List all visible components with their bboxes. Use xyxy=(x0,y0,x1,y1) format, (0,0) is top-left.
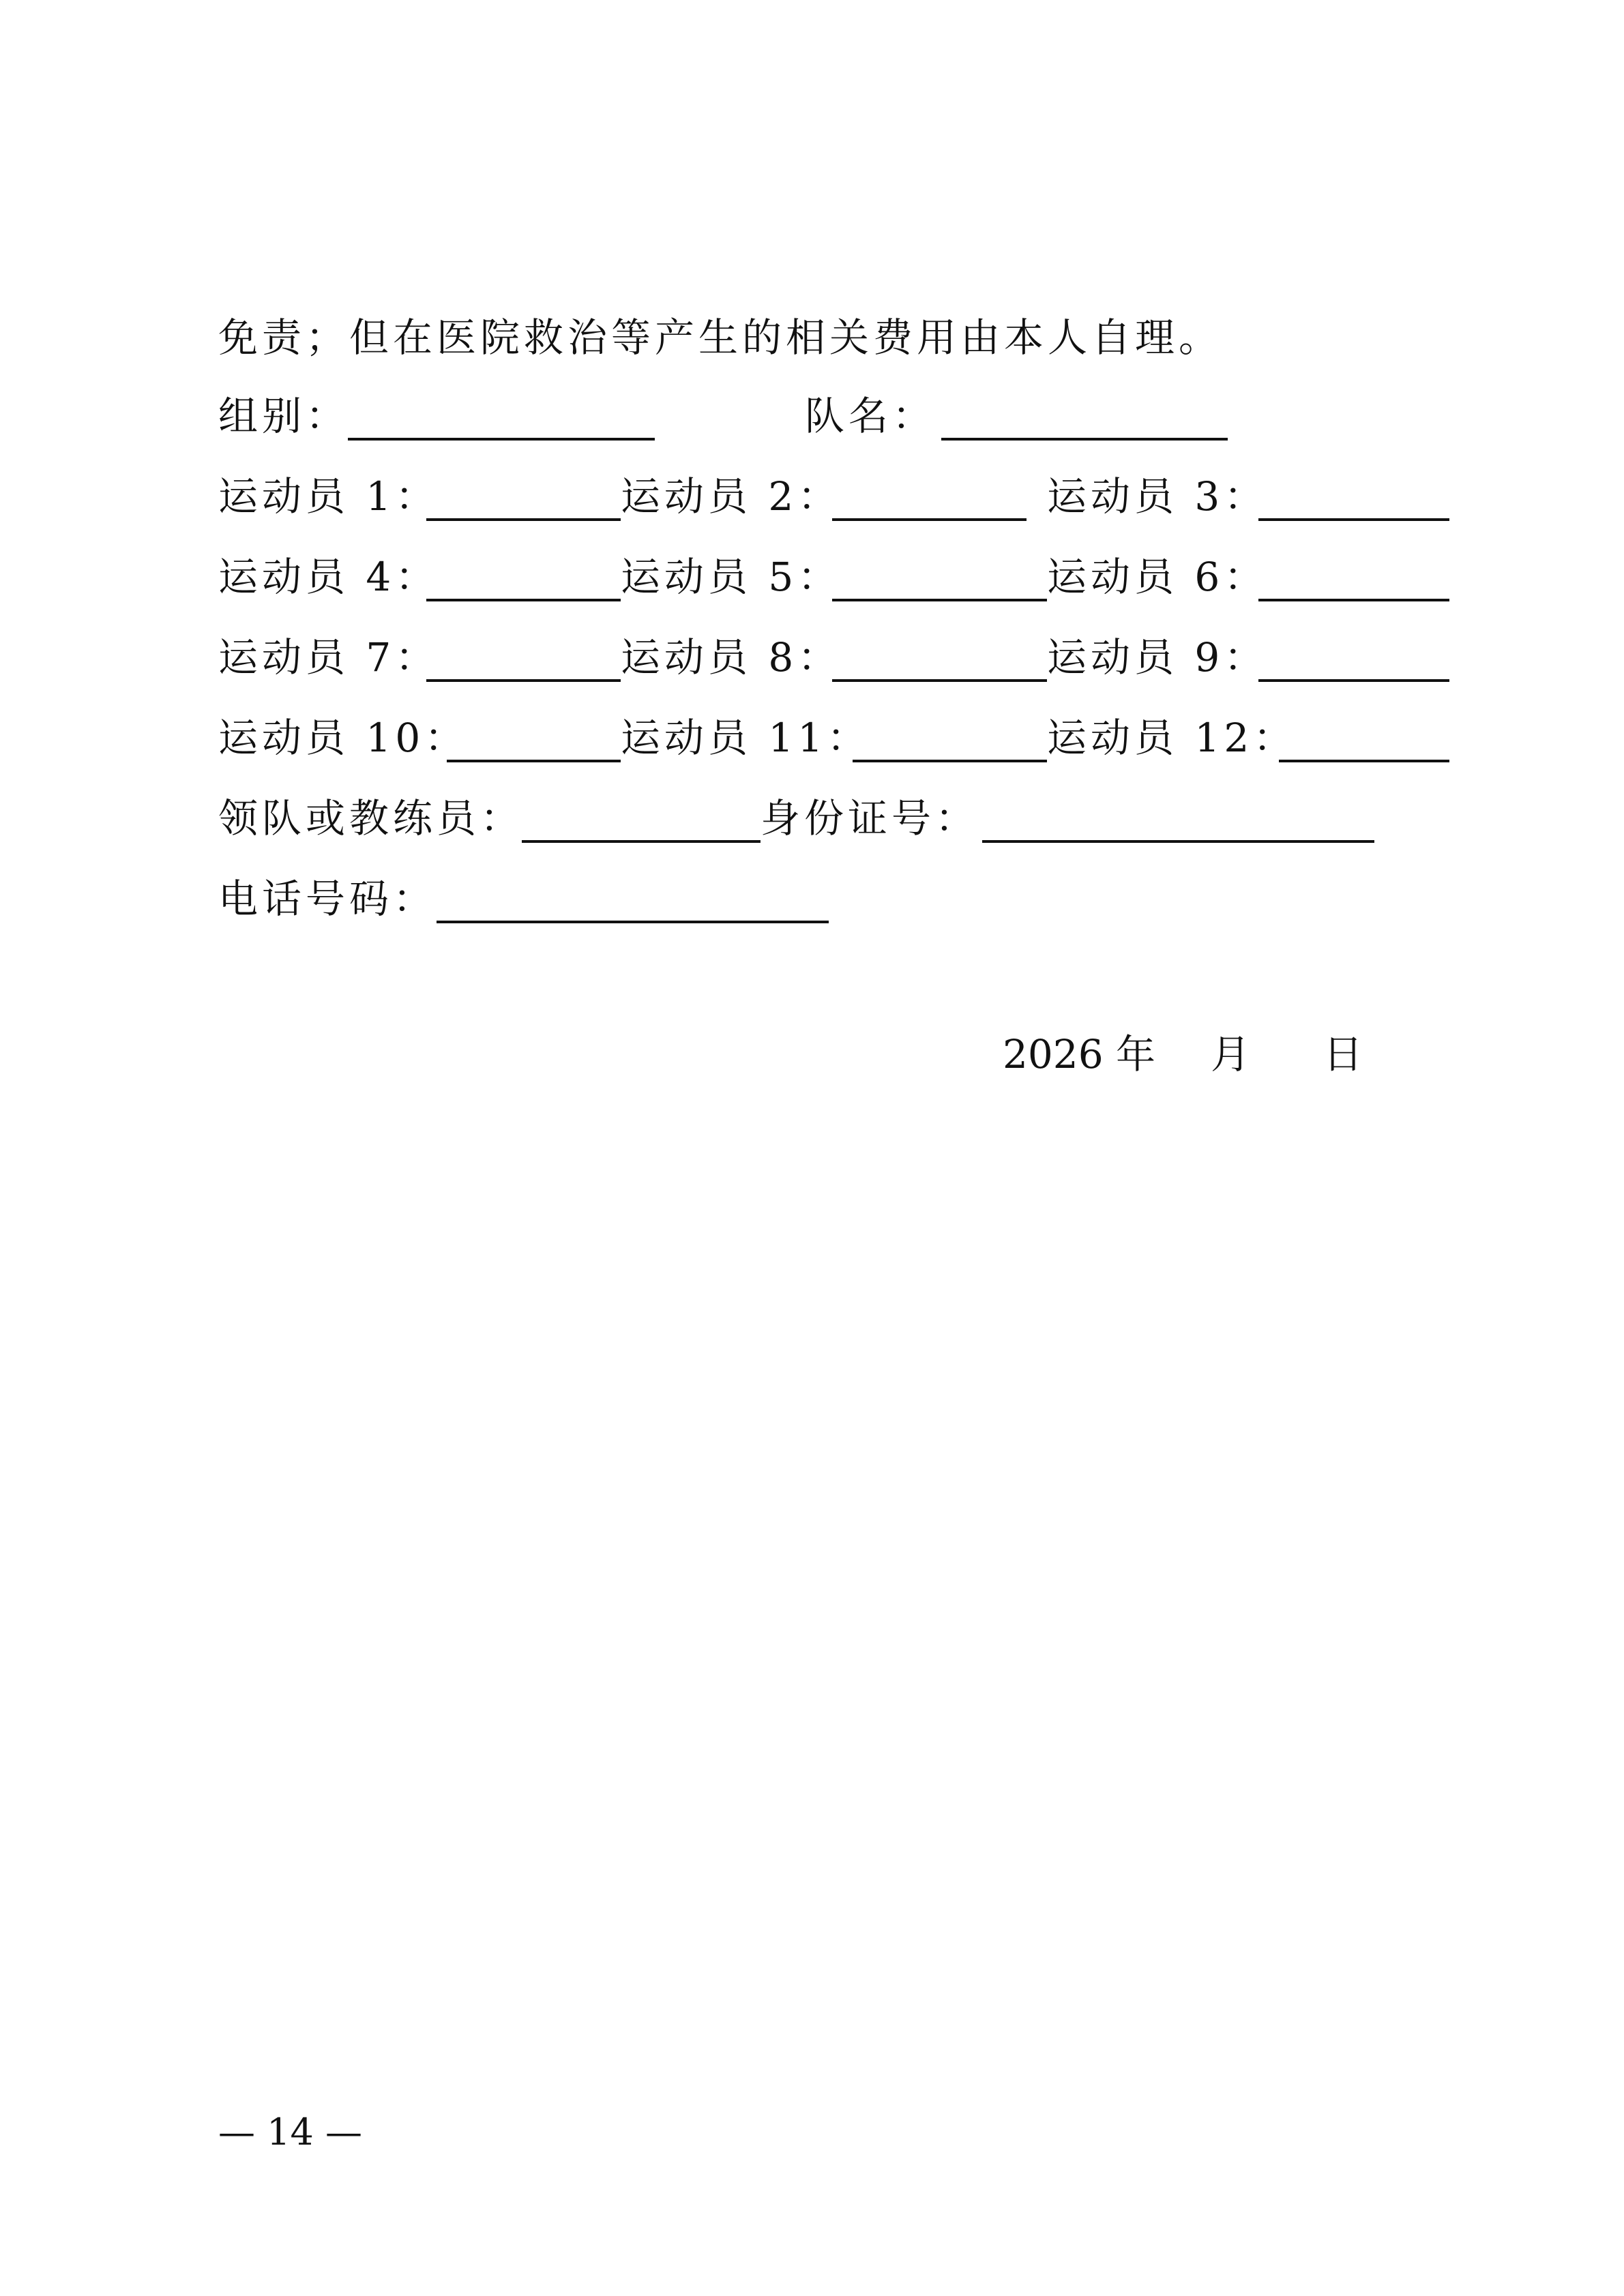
group-label: 组别： xyxy=(218,393,350,439)
athletes-row-3 xyxy=(218,630,1446,685)
athlete-2-field[interactable] xyxy=(832,518,1027,521)
athlete-2-label: 运动员 2： xyxy=(621,473,842,520)
leader-id-row xyxy=(218,791,1446,846)
athlete-6-field[interactable] xyxy=(1258,599,1449,601)
athlete-9-label: 运动员 9： xyxy=(1047,634,1268,681)
id-number-field[interactable] xyxy=(982,840,1374,843)
athlete-12-label: 运动员 12： xyxy=(1047,715,1297,761)
group-team-row xyxy=(218,389,1446,443)
athlete-4-field[interactable] xyxy=(426,599,621,601)
athlete-12-field[interactable] xyxy=(1279,760,1449,762)
leader-field[interactable] xyxy=(522,840,761,843)
phone-label: 电话号码： xyxy=(218,876,437,922)
team-field[interactable] xyxy=(941,438,1228,441)
athlete-7-field[interactable] xyxy=(426,679,621,682)
athlete-5-field[interactable] xyxy=(832,599,1047,601)
phone-row xyxy=(218,871,1446,926)
athlete-11-label: 运动员 11： xyxy=(621,715,871,761)
athlete-6-label: 运动员 6： xyxy=(1047,554,1268,600)
athlete-11-field[interactable] xyxy=(853,760,1047,762)
athlete-10-field[interactable] xyxy=(447,760,621,762)
athlete-3-field[interactable] xyxy=(1258,518,1449,521)
date-month-unit: 月 xyxy=(1211,1031,1251,1077)
athletes-row-2 xyxy=(218,550,1446,604)
group-field[interactable] xyxy=(348,438,655,441)
date-year-value: 2026 xyxy=(1003,1031,1104,1077)
athlete-4-label: 运动员 4： xyxy=(218,554,439,600)
athlete-10-label: 运动员 10： xyxy=(218,715,469,761)
athlete-1-label: 运动员 1： xyxy=(218,473,439,520)
leader-label: 领队或教练员： xyxy=(218,795,525,841)
team-label: 队名： xyxy=(805,393,936,439)
athlete-8-label: 运动员 8： xyxy=(621,634,842,681)
date-year-unit: 年 xyxy=(1116,1031,1156,1077)
athlete-7-label: 运动员 7： xyxy=(218,634,439,681)
athlete-1-field[interactable] xyxy=(426,518,621,521)
athlete-5-label: 运动员 5： xyxy=(621,554,842,600)
disclaimer-line: 免责；但在医院救治等产生的相关费用由本人自理。 xyxy=(218,314,1223,361)
date-year xyxy=(1003,1027,1155,1082)
athletes-row-1 xyxy=(218,469,1446,524)
athlete-8-field[interactable] xyxy=(832,679,1047,682)
athletes-row-4 xyxy=(218,711,1446,765)
page-number: — 14 — xyxy=(218,2111,363,2153)
id-number-label: 身份证号： xyxy=(761,795,979,841)
athlete-3-label: 运动员 3： xyxy=(1047,473,1268,520)
athlete-9-field[interactable] xyxy=(1258,679,1449,682)
phone-field[interactable] xyxy=(437,921,829,923)
date-day-unit: 日 xyxy=(1323,1031,1363,1077)
